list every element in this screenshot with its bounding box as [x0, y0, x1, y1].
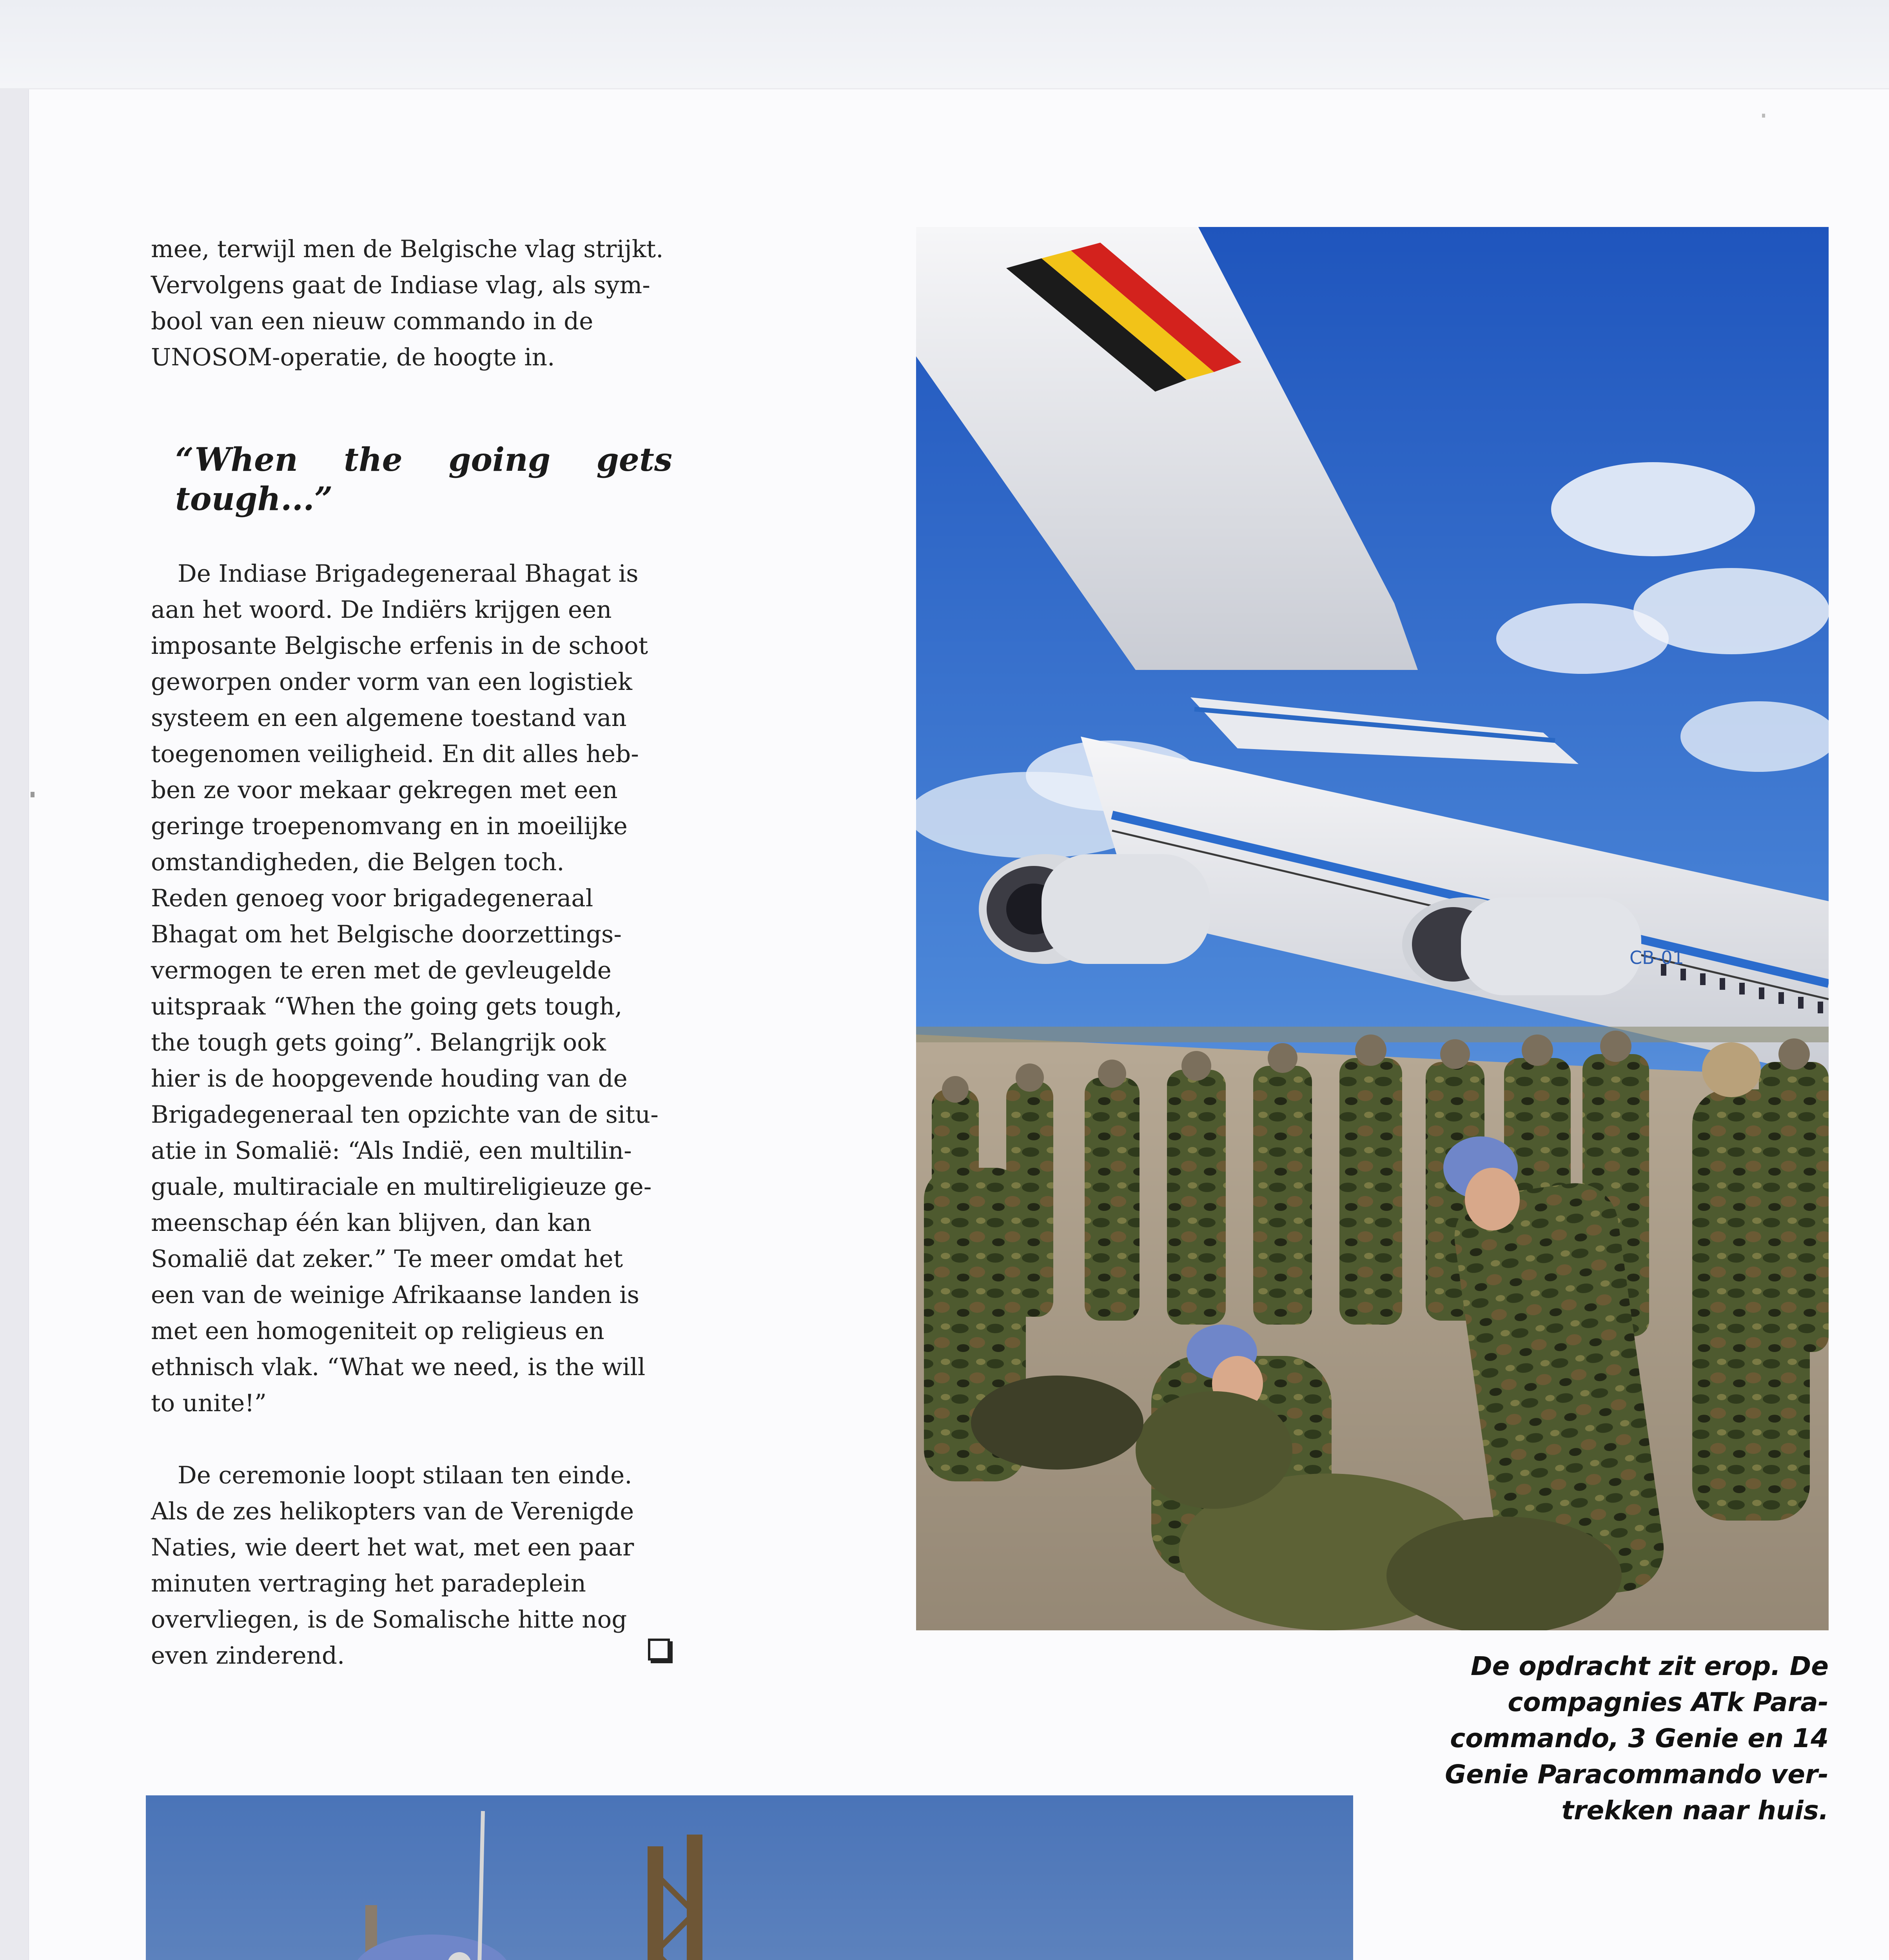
text-line: even zinderend.	[151, 1642, 345, 1670]
text-line: aan het woord. De Indiërs krijgen een	[151, 596, 612, 624]
text-line: met een homogeniteit op religieus en	[151, 1317, 604, 1345]
text-line: een van de weinige Afrikaanse landen is	[151, 1281, 639, 1309]
caption-line: compagnies ATk Para-	[1508, 1687, 1829, 1717]
paragraph-ceremony	[151, 1457, 672, 1674]
text-line: Vervolgens gaat de Indiase vlag, als sym-	[151, 271, 650, 299]
photo-belgian-troops-departing	[916, 227, 1829, 1630]
text-line: geworpen onder vorm van een logistiek	[151, 668, 632, 696]
subheading: “When the going gets tough...”	[175, 441, 672, 518]
text-line: mee, terwijl men de Belgische vlag strijkt.	[151, 235, 664, 263]
text-line: De Indiase Brigadegeneraal Bhagat is	[178, 560, 639, 588]
article-end-icon	[648, 1639, 670, 1661]
text-line: hier is de hoopgevende houding van de	[151, 1065, 628, 1093]
text-line: overvliegen, is de Somalische hitte nog	[151, 1606, 627, 1633]
text-line: meenschap één kan blijven, dan kan	[151, 1209, 592, 1237]
text-line: guale, multiraciale en multireligieuze ge-	[151, 1173, 652, 1201]
paragraph-gap	[151, 1421, 672, 1457]
scan-margin	[0, 0, 1889, 88]
article-column	[151, 231, 672, 1674]
text-line: UNOSOM-operatie, de hoogte in.	[151, 343, 555, 371]
text-line: Bhagat om het Belgische doorzettings-	[151, 920, 622, 948]
text-line: imposante Belgische erfenis in de schoot	[151, 632, 648, 660]
text-line: the tough gets going”. Belangrijk ook	[151, 1029, 606, 1056]
text-line: atie in Somalië: “Als Indië, een multilin-	[151, 1137, 632, 1165]
text-line: to unite!”	[151, 1389, 267, 1417]
text-line: systeem en een algemene toestand van	[151, 704, 627, 732]
text-line: ethnisch vlak. “What we need, is the will	[151, 1353, 646, 1381]
caption-line: commando, 3 Genie en 14	[1450, 1723, 1829, 1753]
text-line: minuten vertraging het paradeplein	[151, 1570, 586, 1597]
text-line: vermogen te eren met de gevleugelde	[151, 956, 612, 984]
photo-indian-detachment	[146, 1795, 1353, 1960]
paragraph-bhagat	[151, 556, 672, 1421]
text-line: uitspraak “When the going gets tough,	[151, 993, 622, 1020]
caption-line: trekken naar huis.	[1561, 1795, 1829, 1826]
text-line: Als de zes helikopters van de Verenigde	[151, 1497, 634, 1525]
text-line: Somalië dat zeker.” Te meer omdat het	[151, 1245, 623, 1273]
caption-line: De opdracht zit erop. De	[1470, 1651, 1829, 1681]
text-line: geringe troepenomvang en in moeilijke	[151, 812, 628, 840]
text-line: Reden genoeg voor brigadegeneraal	[151, 884, 593, 912]
text-line: Naties, wie deert het wat, met een paar	[151, 1534, 634, 1561]
aircraft-registration: CB-01	[1630, 947, 1684, 968]
text-line: ben ze voor mekaar gekregen met een	[151, 776, 618, 804]
text-line: De ceremonie loopt stilaan ten einde.	[178, 1461, 632, 1489]
text-line: omstandigheden, die Belgen toch.	[151, 848, 564, 876]
text-line: bool van een nieuw commando in de	[151, 307, 593, 335]
text-line: Brigadegeneraal ten opzichte van de situ-	[151, 1101, 659, 1129]
caption-top-photo	[1407, 1648, 1829, 1829]
caption-line: Genie Paracommando ver-	[1445, 1759, 1829, 1789]
scan-speck	[1762, 114, 1765, 118]
scan-speck	[31, 792, 34, 797]
text-line: toegenomen veiligheid. En dit alles heb-	[151, 740, 639, 768]
intro-paragraph	[151, 231, 672, 376]
